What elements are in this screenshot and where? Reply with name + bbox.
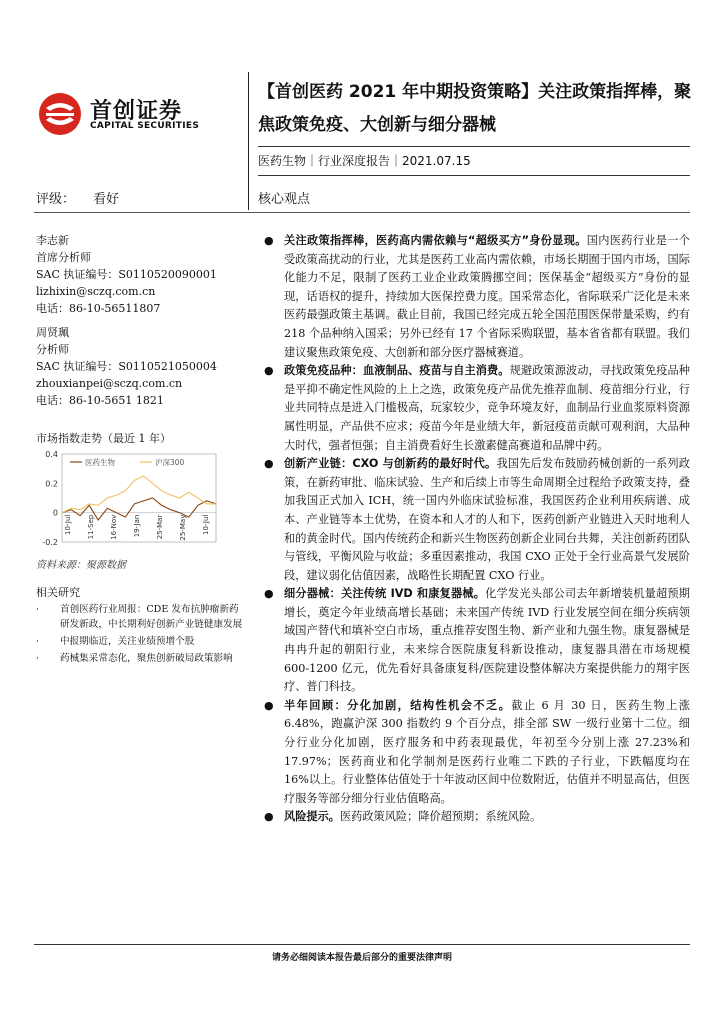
analyst-phone: 电话：86-10-56511807	[36, 302, 161, 315]
y-tick-label: -0.2	[42, 538, 58, 547]
analyst-email: lizhixin@sczq.com.cn	[36, 285, 156, 298]
analyst-block	[36, 324, 217, 409]
point-item: ● 细分器械：关注传统 IVD 和康复器械。化学发光头部公司去年新增装机量超预期增长，奠定今年业绩高增长基础；未来国产传统 IVD 行业发展空间在细分疾病领域国产替代和填补空白市场，重点推荐安图生物、新产业和九强生物。康复器械是冉冉升起的朝阳行业，未来综合医院康复科新设推动，康复器具潜在市场规模 600-1200 亿元，优先看好具备康复科/医院建设整体解决方案提供能力的翔宇医疗、普门科技。	[264, 587, 690, 694]
analyst-phone: 电话：86-10-5651 1821	[36, 394, 164, 407]
y-tick-label: 0.2	[45, 479, 58, 489]
x-tick-label: 16-Nov	[110, 514, 118, 540]
y-tick-label: 0.4	[45, 450, 58, 459]
y-tick-label: 0	[52, 508, 58, 518]
series-line	[62, 476, 216, 513]
point-head: 创新产业链：CXO 与创新药的最好时代。	[284, 457, 497, 471]
report-subhead: 医药生物｜行业深度报告｜2021.07.15	[258, 154, 471, 168]
point-body: 医药政策风险；降价超预期；系统风险。	[339, 810, 542, 824]
rating-value: 看好	[93, 192, 120, 207]
x-tick-label: 19-Jan	[133, 514, 141, 538]
point-head: 关注政策指挥棒，医药高内需依赖与“超级买方”身份显现。	[284, 234, 587, 247]
company-logo	[38, 92, 238, 132]
core-points	[262, 232, 690, 827]
related-item[interactable]: · 药械集采常态化，聚焦创新破局政策影响	[36, 653, 233, 664]
x-tick-label: 25-Mar	[156, 514, 164, 540]
point-head: 细分器械：关注传统 IVD 和康复器械。	[284, 587, 486, 601]
title-rule	[258, 146, 690, 147]
analyst-name: 李志新	[36, 234, 69, 247]
core-view-heading: 核心观点	[258, 192, 311, 207]
analyst-block	[36, 232, 217, 317]
point-head: 风险提示。	[284, 810, 340, 824]
x-tick-label: 10-Jul	[202, 514, 210, 535]
logo-cn-text: 首创证券	[90, 99, 183, 124]
legend-label: 沪深300	[155, 458, 185, 467]
logo-mark-icon	[38, 92, 82, 136]
analyst-role: 分析师	[36, 343, 69, 356]
point-body: 国内医药行业是一个受政策高扰动的行业，尤其是医药工业高内需依赖，市场长期囿于国内市场，国际化能力不足，限制了医药工业企业政策腾挪空间；医保基金“超级买方”身份的显现，话语权的提升，持续加大医保控费力度。国采常态化，省际联采广泛化是未来医药最强政策主基调。截止目前，我国已经完成五轮全国范围医保带量采购，约有 218 个品种纳入国采；另外已经有 17 个省际采购联盟，基本省省都有联盟。我们建议聚焦政策免疫、大创新和部分医疗器械赛道。	[284, 234, 690, 359]
related-title: 相关研究	[36, 586, 80, 599]
rating	[36, 188, 137, 207]
point-item: ● 关注政策指挥棒，医药高内需依赖与“超级买方”身份显现。国内医药行业是一个受政策高扰动的行业，尤其是医药工业高内需依赖，市场长期囿于国内市场，国际化能力不足，限制了医药工业企业政策腾挪空间；医保基金“超级买方”身份的显现，话语权的提升，持续加大医保控费力度。国采常态化，省际联采广泛化是未来医药最强政策主基调。截止目前，我国已经完成五轮全国范围医保带量采购，约有 218 个品种纳入国采；另外已经有 17 个省际采购联盟，基本省省都有联盟。我们建议聚焦政策免疫、大创新和部分医疗器械赛道。	[264, 234, 690, 359]
x-tick-label: 25-May	[179, 514, 187, 541]
point-head: 半年回顾：分化加剧，结构性机会不乏。	[284, 698, 512, 712]
analyst-role: 首席分析师	[36, 251, 91, 264]
x-tick-label: 11-Sep	[87, 514, 95, 540]
index-chart-svg	[36, 446, 224, 550]
point-body: 截止 6 月 30 日，医药生物上涨 6.48%，跑赢沪深 300 指数约 9 个百分点，排全部 SW 一级行业第十二位。细分行业分化加剧，医疗服务和中药表现最优，年初至今分别上涨 27.23%和 17.97%；医药商业和化学制剂是医药行业唯二下跌的子行业，下跌幅度均在 16%以上。行业整体估值处于十年波动区间中位数附近，估值并不明显高估，但医疗服务等部分细分行业估值略高。	[284, 698, 690, 805]
point-body: 规避政策源波动，寻找政策免疫品种是平抑不确定性风险的上上之选，政策免疫产品优先推荐血制、疫苗细分行业，行业共同特点是进入门槛极高，玩家较少，竞争环境友好，血制品行业血浆原料资源属性明显，产品供不应求；疫苗今年是业绩大年，新冠疫苗贡献可观利润，大品种大时代，强者恒强；自主消费看好生长激素健高赛道和品牌中药。	[284, 364, 690, 452]
index-chart	[36, 446, 224, 550]
analyst-email: zhouxianpei@sczq.com.cn	[36, 377, 183, 390]
header-divider	[248, 72, 249, 210]
point-item: ● 风险提示。医药政策风险；降价超预期；系统风险。	[264, 810, 542, 824]
footer-rule	[34, 944, 690, 945]
point-item: ● 创新产业链：CXO 与创新药的最好时代。我国先后发布鼓励药械创新的一系列政策，在新药审批、临床试验、生产和后续上市等生命周期全过程给予政策支持，叠加我国正式加入 ICH，统一国内外临床试验标准，我国医药企业利用疾病谱、成本、产业链等本土优势，在资本和人才的人和下，医药创新产业链进入天时地利人和的黄金时代。国内传统药企和新兴生物医药创新企业同台共舞，关注创新药团队与管线，平衡风险与收益；多重因素推动，我国 CXO 正处于全行业高景气发展阶段，建议弱化估值因素，战略性长期配置 CXO 行业。	[264, 457, 690, 582]
legal-footer: 请务必细阅读本报告最后部分的重要法律声明	[271, 953, 452, 963]
chart-source: 资料来源：聚源数据	[36, 560, 126, 571]
subhead-rule	[258, 175, 690, 176]
related-list	[36, 602, 248, 668]
point-item: ● 半年回顾：分化加剧，结构性机会不乏。截止 6 月 30 日，医药生物上涨 6.48%，跑赢沪深 300 指数约 9 个百分点，排全部 SW 一级行业第十二位。细分行业分化加剧，医疗服务和中药表现最优，年初至今分别上涨 27.23%和 17.97%；医药商业和化学制剂是医药行业唯二下跌的子行业，下跌幅度均在 16%以上。行业整体估值处于十年波动区间中位数附近，估值并不明显高估，但医疗服务等部分细分行业估值略高。	[264, 698, 690, 805]
x-tick-label: 10-Jul	[64, 514, 72, 535]
point-head: 政策免疫品种：血液制品、疫苗与自主消费。	[284, 364, 510, 378]
analyst-sac: SAC 执证编号：S0110521050004	[36, 360, 217, 373]
analyst-name: 周贤珮	[36, 326, 69, 339]
report-title: 【首创医药 2021 年中期投资策略】关注政策指挥棒，聚焦政策免疫、大创新与细分器械	[258, 82, 692, 135]
logo-en-text: CAPITAL SECURITIES	[90, 121, 200, 131]
related-item[interactable]: · 首创医药行业周报：CDE 发布抗肿瘤新药研发新政，中长期利好创新产业链健康发展	[36, 604, 243, 630]
point-item: ● 政策免疫品种：血液制品、疫苗与自主消费。规避政策源波动，寻找政策免疫品种是平抑不确定性风险的上上之选，政策免疫产品优先推荐血制、疫苗细分行业，行业共同特点是进入门槛极高，玩家较少，竞争环境友好，血制品行业血浆原料资源属性明显，产品供不应求；疫苗今年是业绩大年，新冠疫苗贡献可观利润，大品种大时代，强者恒强；自主消费看好生长激素健高赛道和品牌中药。	[264, 364, 690, 452]
rating-label: 评级：	[36, 192, 76, 207]
section-rule	[34, 212, 690, 213]
legend-label: 医药生物	[85, 458, 115, 467]
chart-title: 市场指数走势（最近 1 年）	[36, 432, 171, 445]
related-item[interactable]: · 中报期临近，关注业绩预增个股	[36, 636, 195, 647]
point-body: 化学发光头部公司去年新增装机量超预期增长，奠定今年业绩高增长基础；未来国产传统 IVD 行业发展空间在细分疾病领域国产替代和填补空白市场，重点推荐安图生物、新产业和九强生物。康复器械是冉冉升起的朝阳行业，未来综合医院康复科新设推动，康复器具潜在市场规模 600-1200 亿元，优先看好具备康复科/医院建设整体解决方案提供能力的翔宇医疗、普门科技。	[284, 587, 690, 694]
analyst-sac: SAC 执证编号：S0110520090001	[36, 268, 217, 281]
point-body: 我国先后发布鼓励药械创新的一系列政策，在新药审批、临床试验、生产和后续上市等生命周期全过程给予政策支持，叠加我国正式加入 ICH，统一国内外临床试验标准，我国医药企业利用疾病谱、成本、产业链等本土优势，在资本和人才的人和下，医药创新产业链进入天时地利人和的黄金时代。国内传统药企和新兴生物医药创新企业同台共舞，关注创新药团队与管线，平衡风险与收益；多重因素推动，我国 CXO 正处于全行业高景气发展阶段，建议弱化估值因素，战略性长期配置 CXO 行业。	[284, 457, 690, 582]
